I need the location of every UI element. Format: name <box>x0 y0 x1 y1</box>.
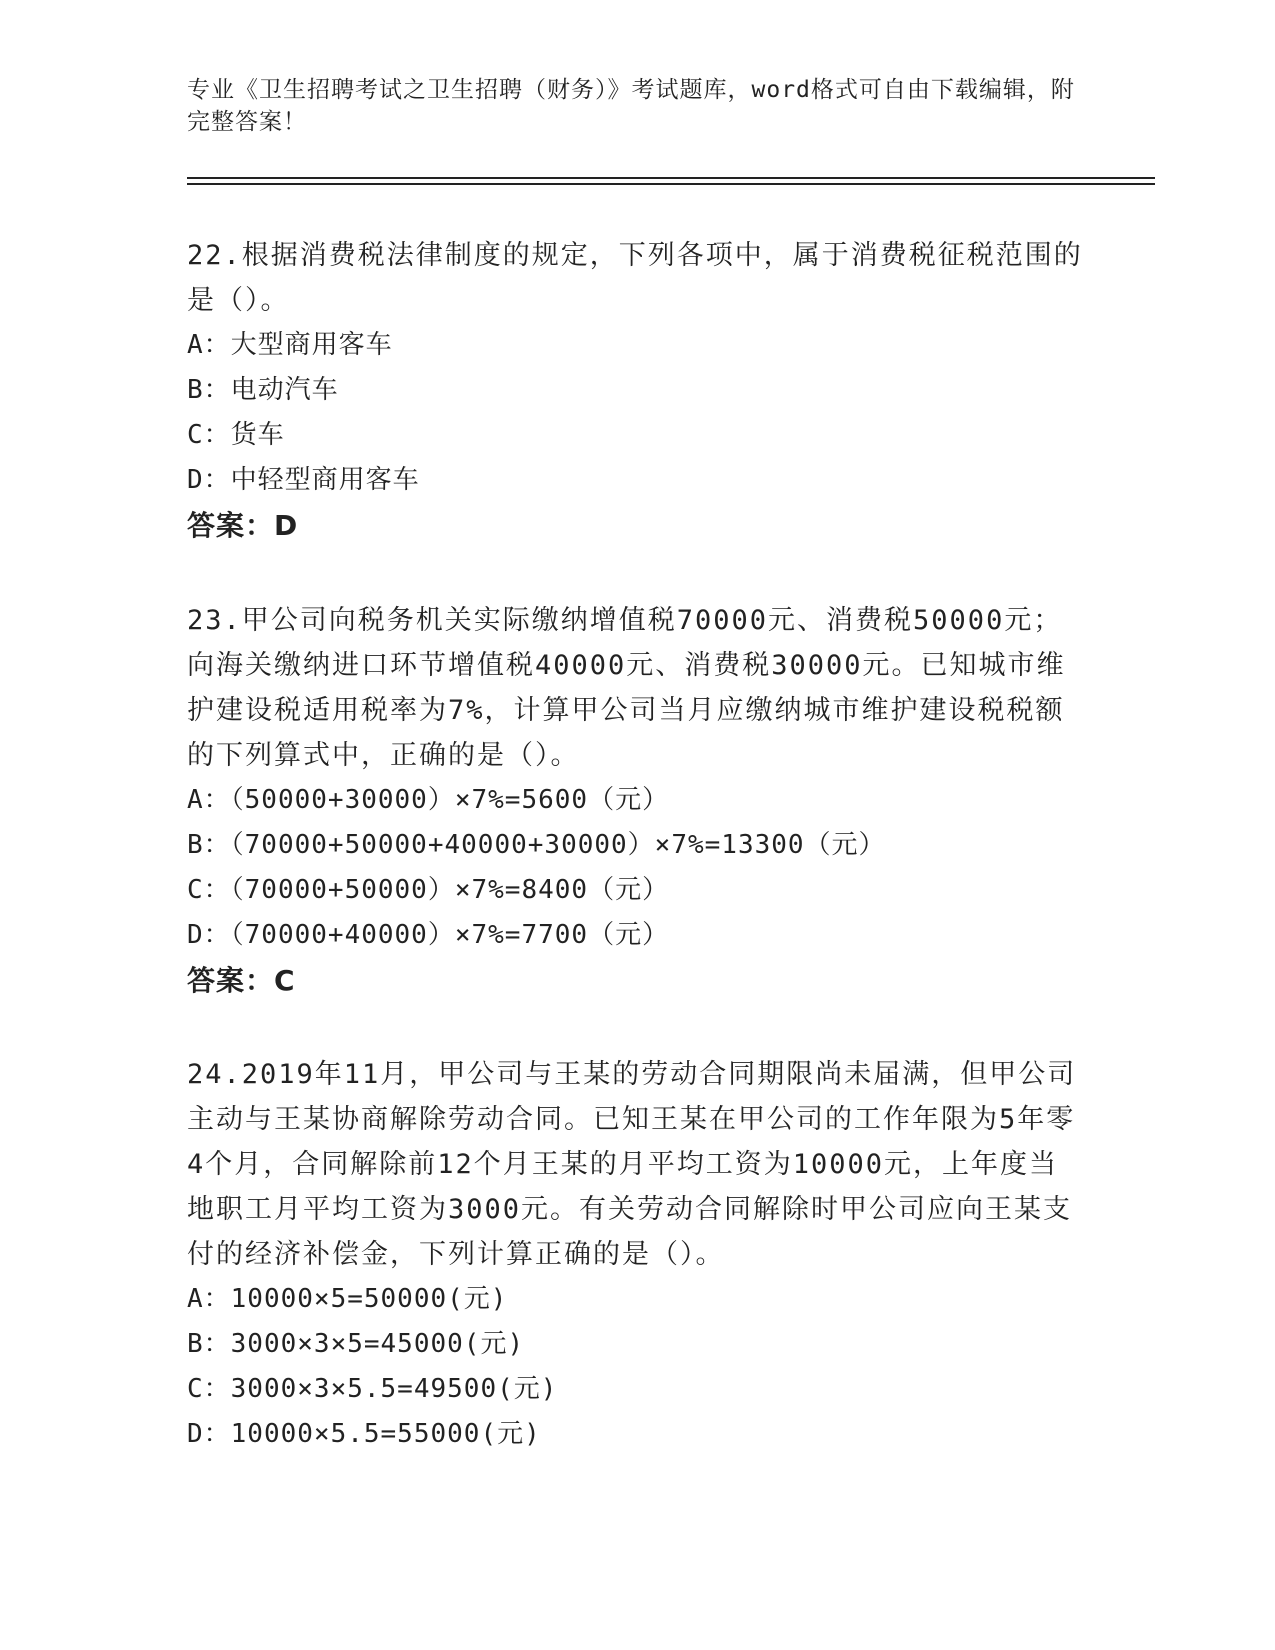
header-divider-bottom <box>187 183 1155 185</box>
option-a: A：10000×5=50000(元) <box>187 1284 508 1314</box>
option-c: C：3000×3×5.5=49500(元) <box>187 1374 558 1404</box>
option-d: D：中轻型商用客车 <box>187 465 420 495</box>
option-d: D：10000×5.5=55000(元) <box>187 1419 541 1449</box>
header-divider-top <box>187 177 1155 179</box>
question-23 <box>187 598 1087 1003</box>
option-b: B：3000×3×5=45000(元) <box>187 1329 525 1359</box>
question-stem: 24.2019年11月，甲公司与王某的劳动合同期限尚未届满，但甲公司主动与王某协商解除劳动合同。已知王某在甲公司的工作年限为5年零4个月，合同解除前12个月王某的月平均工资为10000元，上年度当地职工月平均工资为3000元。有关劳动合同解除时甲公司应向王某支付的经济补偿金，下列计算正确的是（）。 <box>187 1059 1077 1270</box>
question-answer: 答案：D <box>187 509 299 542</box>
question-answer: 答案：C <box>187 964 296 997</box>
question-stem: 22.根据消费税法律制度的规定，下列各项中，属于消费税征税范围的是（）。 <box>187 240 1083 316</box>
option-a: A：大型商用客车 <box>187 330 393 360</box>
document-header: 专业《卫生招聘考试之卫生招聘（财务）》考试题库，word格式可自由下载编辑，附完整答案！ <box>187 77 1075 135</box>
option-a: A：（50000+30000）×7%=5600（元） <box>187 785 670 815</box>
option-c: C：货车 <box>187 420 285 450</box>
option-b: B：电动汽车 <box>187 375 339 405</box>
question-24 <box>187 1052 1087 1457</box>
option-d: D：（70000+40000）×7%=7700（元） <box>187 920 670 950</box>
option-c: C：（70000+50000）×7%=8400（元） <box>187 875 670 905</box>
option-b: B：（70000+50000+40000+30000）×7%=13300（元） <box>187 830 886 860</box>
question-stem: 23.甲公司向税务机关实际缴纳增值税70000元、消费税50000元；向海关缴纳进口环节增值税40000元、消费税30000元。已知城市维护建设税适用税率为7%，计算甲公司当月应缴纳城市维护建设税税额的下列算式中，正确的是（）。 <box>187 605 1066 771</box>
question-22 <box>187 233 1087 548</box>
